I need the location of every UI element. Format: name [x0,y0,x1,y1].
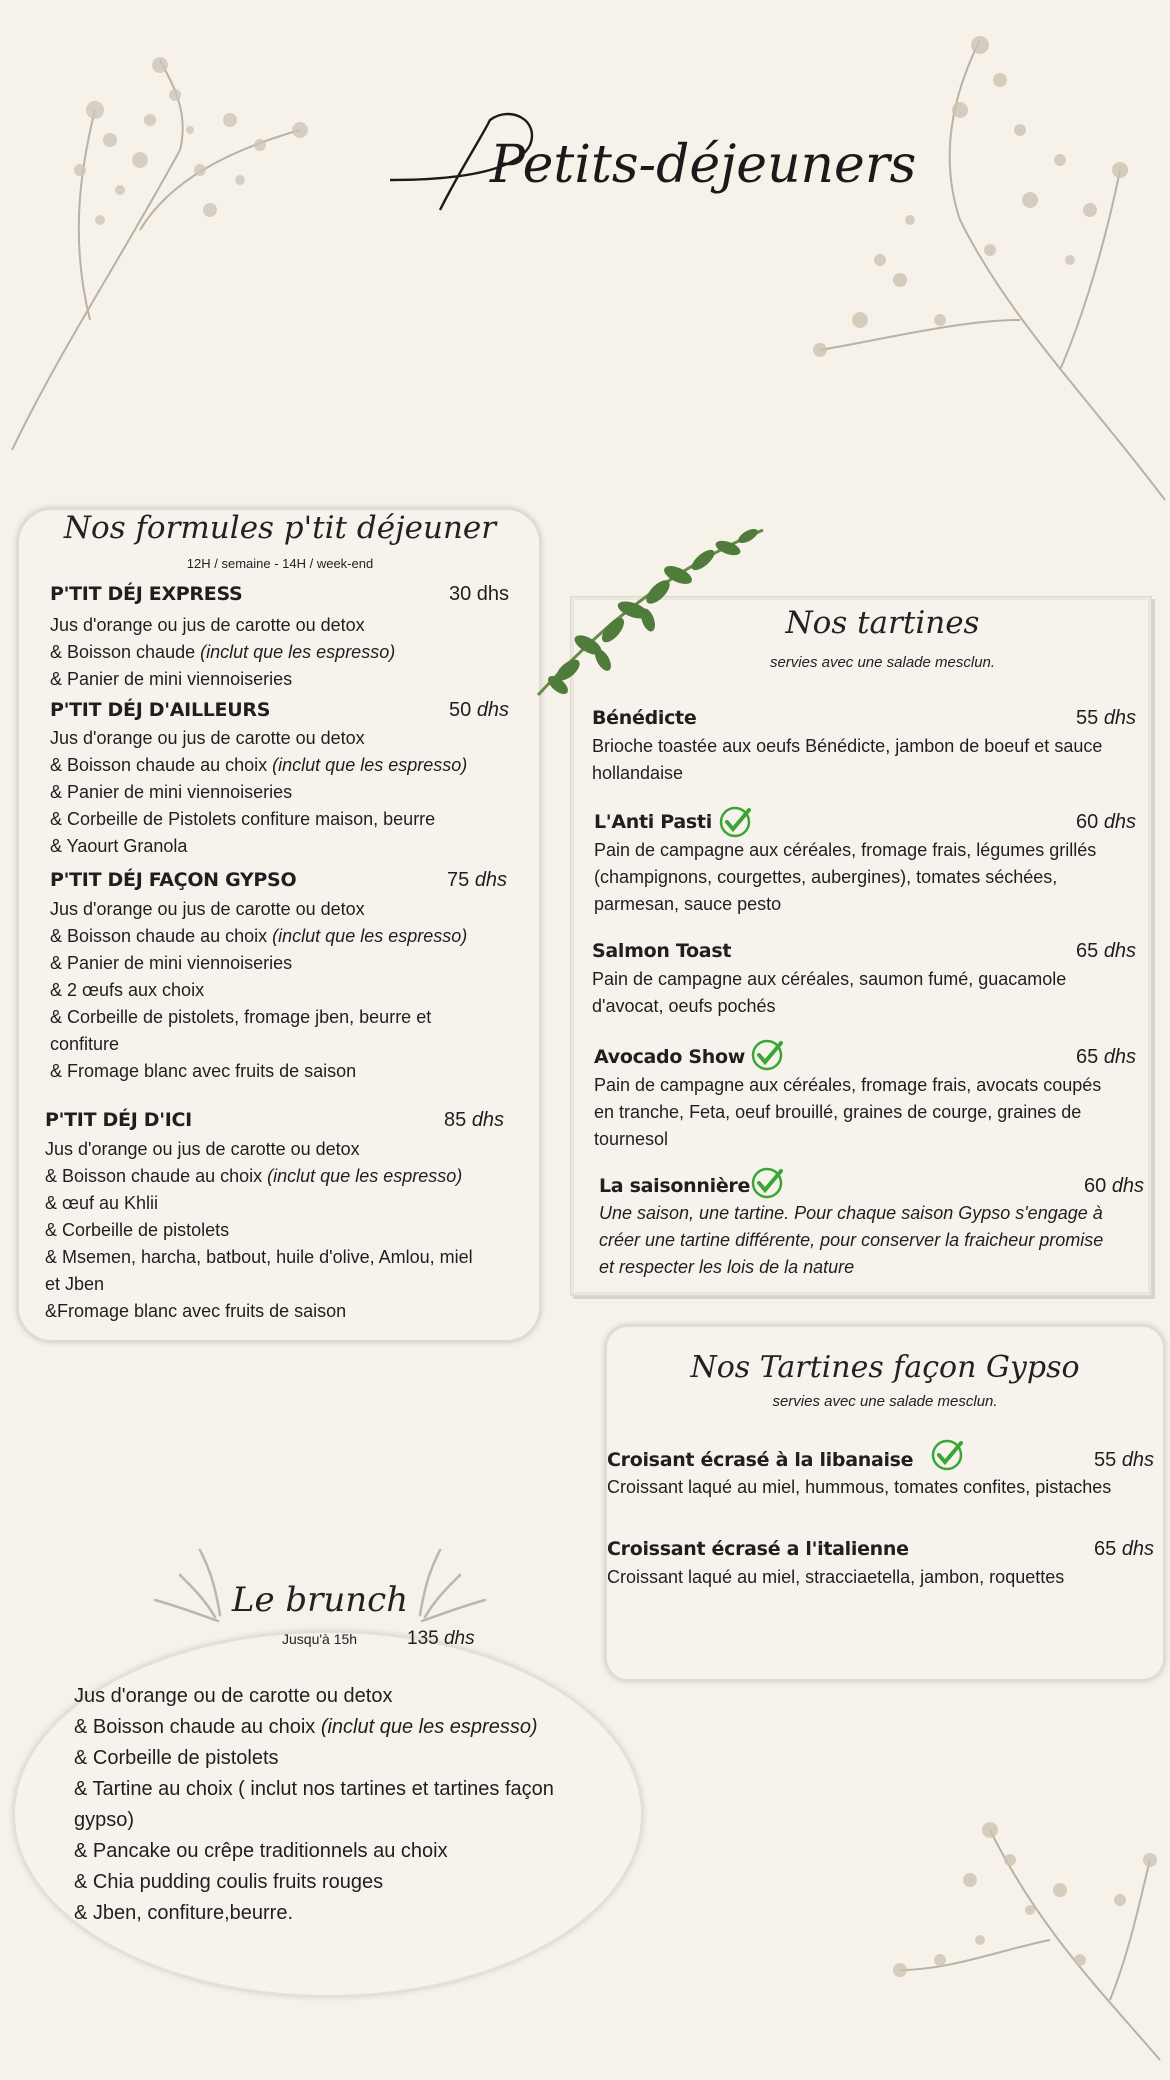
brunch-line: & Pancake ou crêpe traditionnels au choix [74,1840,448,1862]
brunch-until: Jusqu'à 15h [282,1631,358,1647]
brunch-price: 135 dhs [407,1628,475,1649]
formule-ici-line: & Corbeille de pistolets [45,1220,230,1240]
page-title-text: Petits-déjeuners [490,135,917,195]
tartine-saisonniere-desc: Une saison, une tartine. Pour chaque saison Gypso s'engage à [599,1203,1103,1223]
tartine-antipasti-desc: Pain de campagne aux céréales, fromage frais, légumes grillés [594,840,1097,860]
brunch-line: & Boisson chaude au choix (inclut que les espresso) [74,1716,538,1738]
formule-gypso-name: P'TIT DÉJ FAÇON GYPSO [50,869,297,891]
checkmark-icon [718,805,752,839]
tartine-salmon-name: Salmon Toast [592,940,732,962]
checkmark-icon [930,1438,964,1472]
formules-subtitle: 12H / semaine - 14H / week-end [186,556,374,571]
gypso-subtitle: servies avec une salade mesclun. [772,1393,998,1410]
formule-ici-line: & œuf au Khlii [45,1193,159,1213]
checkmark-icon [750,1038,784,1072]
gypso-italienne-name: Croissant écrasé a l'italienne [607,1538,909,1560]
formule-ailleurs-line: & Yaourt Granola [50,836,188,856]
checkmark-icon [750,1166,784,1200]
formule-ici-price: 85 dhs [444,1109,505,1131]
formule-ailleurs-price: 50 dhs [449,699,510,721]
brunch-line: gypso) [74,1809,135,1831]
tartine-saisonniere-price: 60 dhs [1084,1175,1145,1197]
gypso-italienne-desc: Croissant laqué au miel, stracciaetella, jambon, roquettes [607,1567,1065,1587]
brunch-line: & Corbeille de pistolets [74,1747,279,1769]
gypso-libanaise-name: Croisant écrasé à la libanaise [607,1449,914,1471]
formule-gypso-line: & Corbeille de pistolets, fromage jben, beurre et [50,1007,432,1027]
tartines-subtitle: servies avec une salade mesclun. [769,654,996,671]
tartine-benedicte-name: Bénédicte [592,707,697,729]
formule-gypso-line: & Fromage blanc avec fruits de saison [50,1061,357,1081]
tartine-salmon-price: 65 dhs [1076,940,1137,962]
formule-ailleurs-line: & Panier de mini viennoiseries [50,782,293,802]
tartine-avocado-desc: tournesol [594,1129,669,1149]
tartine-avocado-desc: en tranche, Feta, oeuf brouillé, graines de courge, graines de [594,1102,1082,1122]
tartines-title: Nos tartines [785,605,980,641]
brunch-line: & Chia pudding coulis fruits rouges [74,1871,384,1893]
formule-express-line: Jus d'orange ou jus de carotte ou detox [50,615,365,635]
tartine-benedicte-price: 55 dhs [1076,707,1137,729]
tartine-benedicte-desc: Brioche toastée aux oeufs Bénédicte, jambon de boeuf et sauce [592,736,1103,756]
tartine-antipasti-price: 60 dhs [1076,811,1137,833]
brunch-line: Jus d'orange ou de carotte ou detox [74,1685,393,1707]
brunch-line: & Tartine au choix ( inclut nos tartines et tartines façon [74,1778,554,1800]
tartine-salmon-desc: d'avocat, oeufs pochés [592,996,776,1016]
tartine-antipasti-desc: (champignons, courgettes, aubergines), tomates séchées, [594,867,1058,887]
tartine-salmon-desc: Pain de campagne aux céréales, saumon fumé, guacamole [592,969,1067,989]
formule-gypso-line: Jus d'orange ou jus de carotte ou detox [50,899,365,919]
floral-decoration-bottom-right [880,1770,1170,2070]
formule-express-name: P'TIT DÉJ EXPRESS [50,583,243,605]
page-title [370,100,917,230]
formule-ici-line: Jus d'orange ou jus de carotte ou detox [45,1139,360,1159]
formule-express-line: & Panier de mini viennoiseries [50,669,293,689]
tartine-saisonniere-name: La saisonnière [599,1175,751,1197]
brunch-title: Le brunch [231,1580,409,1620]
gypso-libanaise-price: 55 dhs [1094,1449,1155,1471]
gypso-italienne-price: 65 dhs [1094,1538,1155,1560]
formule-ici-line: et Jben [45,1274,105,1294]
formule-ailleurs-name: P'TIT DÉJ D'AILLEURS [50,699,271,721]
formule-gypso-line: confiture [50,1034,120,1054]
formule-ici-line: &Fromage blanc avec fruits de saison [45,1301,347,1321]
formule-gypso-line: & 2 œufs aux choix [50,980,205,1000]
formule-ailleurs-line: Jus d'orange ou jus de carotte ou detox [50,728,365,748]
tartine-antipasti-name: L'Anti Pasti [594,811,712,833]
tartine-benedicte-desc: hollandaise [592,763,684,783]
formule-ici-line: & Boisson chaude au choix (inclut que les espresso) [45,1166,463,1186]
formule-express-price: 30 dhs [449,583,510,605]
formules-title: Nos formules p'tit déjeuner [63,510,497,546]
tartine-antipasti-desc: parmesan, sauce pesto [594,894,782,914]
floral-decoration-top-right [760,20,1170,510]
formule-gypso-line: & Panier de mini viennoiseries [50,953,293,973]
formule-express-line: & Boisson chaude (inclut que les espresso) [50,642,396,662]
formule-ici-line: & Msemen, harcha, batbout, huile d'olive, Amlou, miel [45,1247,473,1267]
brunch-line: & Jben, confiture,beurre. [74,1902,294,1924]
formule-gypso-price: 75 dhs [447,869,508,891]
formule-gypso-line: & Boisson chaude au choix (inclut que les espresso) [50,926,468,946]
tartine-avocado-desc: Pain de campagne aux céréales, fromage frais, avocats coupés [594,1075,1102,1095]
gypso-title: Nos Tartines façon Gypso [690,1350,1080,1385]
gypso-libanaise-desc: Croissant laqué au miel, hummous, tomates confites, pistaches [607,1477,1112,1497]
formule-ailleurs-line: & Corbeille de Pistolets confiture maison, beurre [50,809,436,829]
formule-ici-name: P'TIT DÉJ D'ICI [45,1109,192,1131]
formule-ailleurs-line: & Boisson chaude au choix (inclut que les espresso) [50,755,468,775]
floral-decoration-top-left [0,20,360,460]
tartine-saisonniere-desc: créer une tartine différente, pour conserver la fraicheur promise [599,1230,1104,1250]
tartine-saisonniere-desc: et respecter les lois de la nature [599,1257,855,1277]
tartine-avocado-price: 65 dhs [1076,1046,1137,1068]
tartine-avocado-name: Avocado Show [594,1046,746,1068]
